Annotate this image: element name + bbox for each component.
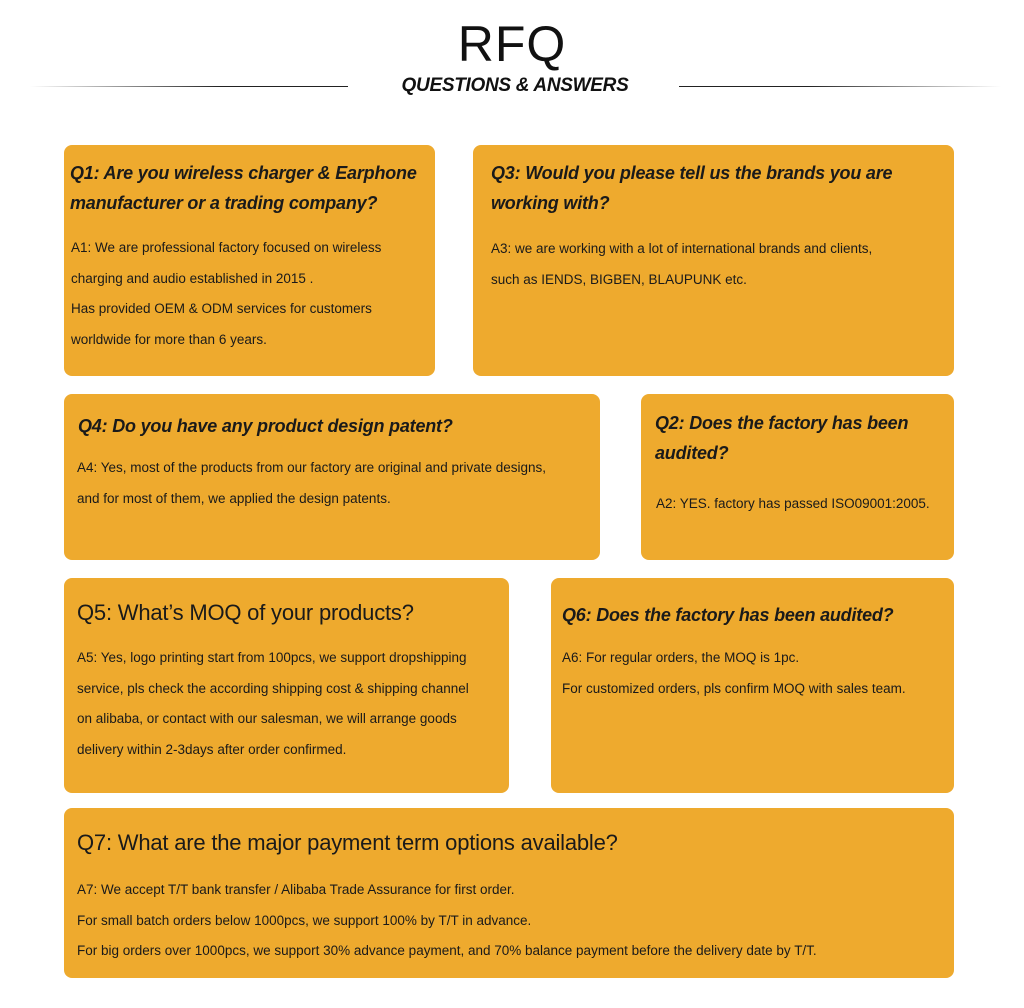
faq-card-q7	[64, 808, 954, 978]
answer-line: A3: we are working with a lot of international brands and clients,	[491, 241, 873, 256]
answer-line: Has provided OEM & ODM services for customers	[71, 301, 372, 316]
question-q7: Q7: What are the major payment term options available?	[77, 830, 618, 855]
answer-line: For small batch orders below 1000pcs, we support 100% by T/T in advance.	[77, 912, 532, 928]
answer-q3	[491, 234, 872, 295]
answer-line: A7: We accept T/T bank transfer / Alibaba Trade Assurance for first order.	[77, 882, 515, 897]
question-q3: Q3: Would you please tell us the brands you are working with?	[491, 163, 893, 213]
question-q6: Q6: Does the factory has been audited?	[562, 605, 894, 625]
answer-line: worldwide for more than 6 years.	[71, 331, 267, 347]
answer-line: such as IENDS, BIGBEN, BLAUPUNK etc.	[491, 271, 747, 287]
answer-q2	[656, 489, 930, 520]
page-subtitle: QUESTIONS & ANSWERS	[401, 75, 629, 96]
answer-q1	[71, 233, 381, 355]
question-q4: Q4: Do you have any product design patent?	[78, 416, 453, 436]
faq-card-q3	[473, 145, 954, 376]
question-q5: Q5: What’s MOQ of your products?	[77, 600, 414, 625]
answer-line: and for most of them, we applied the design patents.	[77, 490, 391, 506]
faq-card-q5	[64, 578, 509, 793]
question-q1: Q1: Are you wireless charger & Earphone manufacturer or a trading company?	[70, 163, 417, 213]
question-q2: Q2: Does the factory has been audited?	[655, 413, 909, 463]
faq-card-q2	[641, 394, 954, 560]
answer-line: A2: YES. factory has passed ISO09001:2005.	[656, 496, 930, 511]
answer-q7	[77, 875, 817, 967]
answer-line: on alibaba, or contact with our salesman, we will arrange goods	[77, 711, 457, 726]
faq-card-q6	[551, 578, 954, 793]
page-title: RFQ	[457, 16, 567, 72]
answer-line: A4: Yes, most of the products from our factory are original and private designs,	[77, 460, 546, 475]
divider-right	[679, 86, 1001, 87]
answer-q5	[77, 643, 469, 765]
answer-line: A1: We are professional factory focused on wireless	[71, 240, 382, 255]
faq-card-q4	[64, 394, 600, 560]
answer-line: A6: For regular orders, the MOQ is 1pc.	[562, 650, 800, 665]
answer-q6	[562, 643, 906, 704]
answer-line: For customized orders, pls confirm MOQ with sales team.	[562, 680, 906, 696]
answer-q4	[77, 453, 546, 514]
answer-line: A5: Yes, logo printing start from 100pcs, we support dropshipping	[77, 650, 467, 665]
answer-line: For big orders over 1000pcs, we support 30% advance payment, and 70% balance payment before the delivery date by T/T.	[77, 943, 817, 958]
answer-line: delivery within 2-3days after order confirmed.	[77, 741, 347, 757]
answer-line: service, pls check the according shipping cost & shipping channel	[77, 680, 469, 696]
faq-card-q1	[64, 145, 435, 376]
answer-line: charging and audio established in 2015 .	[71, 270, 314, 286]
